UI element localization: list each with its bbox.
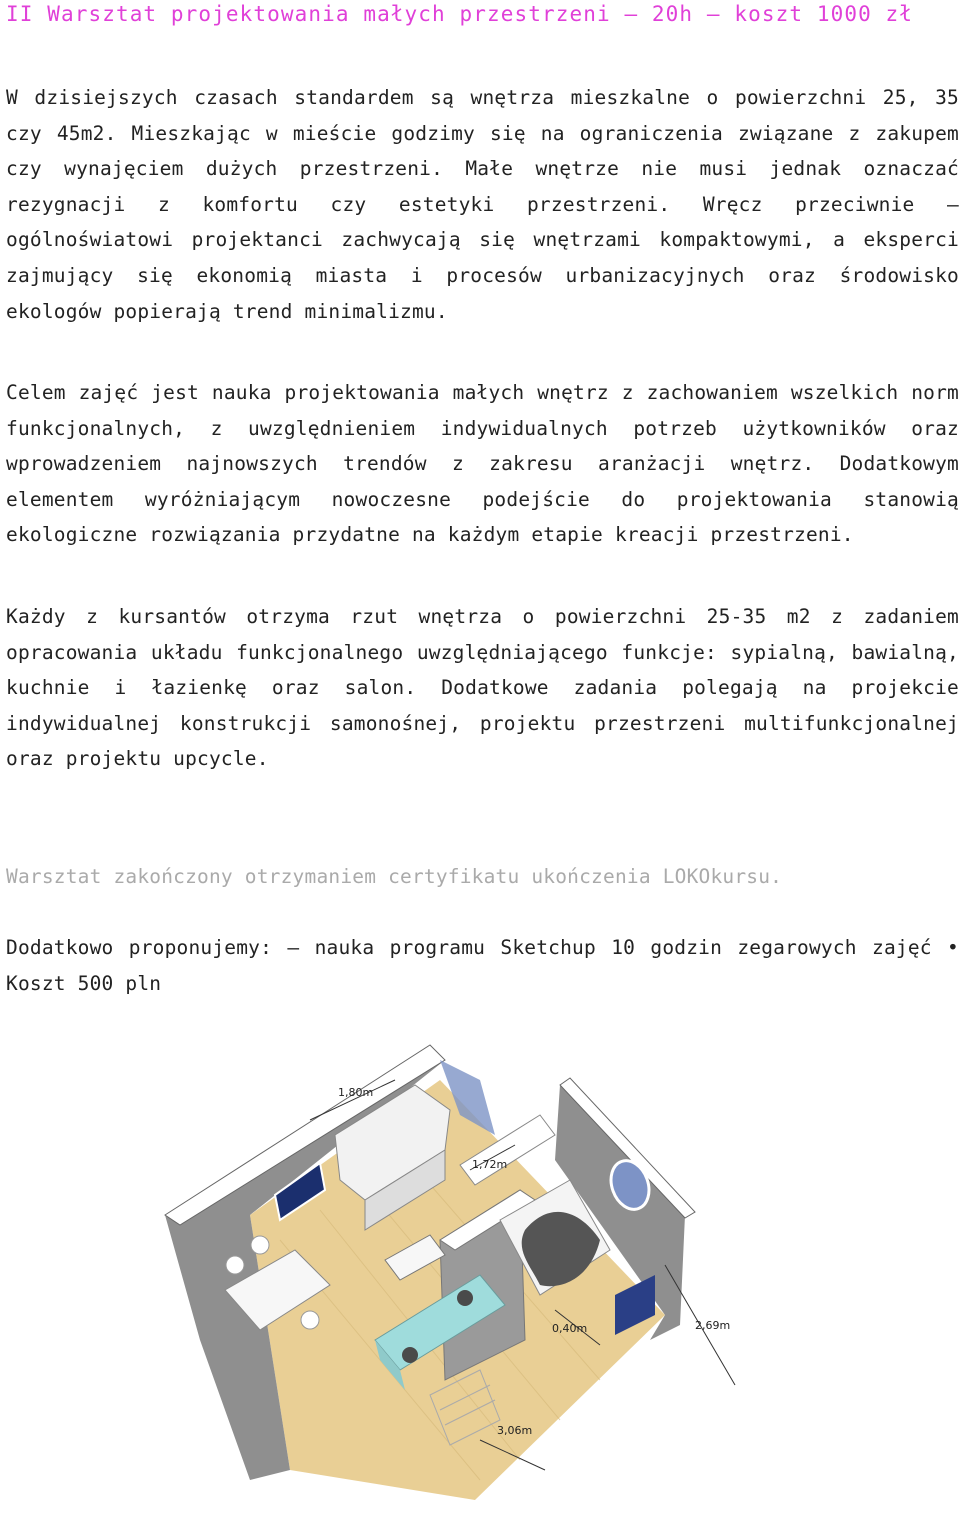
chair [301,1311,319,1329]
dimension-label: 2,69m [695,1319,731,1332]
dimension-label: 3,06m [497,1424,533,1437]
intro-paragraph: W dzisiejszych czasach standardem są wnętrza mieszkalne o powierzchni 25, 35 czy 45m2. Mieszkając w mieście godzimy się na ograniczenia związane z zakupem czy wynajęciem dużych przestrzeni. Małe wnętrze nie musi jednak oznaczać rezygnacji z komfortu czy estetyki przestrzeni. Wręcz przeciwnie – ogólnoświatowi projektanci zachwycają się wnętrzami kompaktowymi, a eksperci zajmujący się ekonomią miasta i procesów urbanizacyjnych oraz środowisko ekologów popierają trend minimalizmu. [6,86,959,323]
chair [251,1236,269,1254]
tasks-paragraph: Każdy z kursantów otrzyma rzut wnętrza o powierzchni 25-35 m2 z zadaniem opracowania układu funkcjonalnego uwzględniającego funkcje: sypialną, bawialną, kuchnie i łazienkę oraz salon. Dodatkowe zadania polegają na projekcie indywidualnej konstrukcji samonośnej, projektu przestrzeni multifunkcjonalnej oraz projektu upcycle. [6,605,959,771]
apartment-3d-plan-image [160,1040,731,1510]
chair [226,1256,244,1274]
certificate-note: Warsztat zakończony otrzymaniem certyfikatu ukończenia LOKOkursu. [6,865,783,888]
dimension-label: 1,80m [338,1086,374,1099]
goals-paragraph: Celem zajęć jest nauka projektowania małych wnętrz z zachowaniem wszelkich norm funkcjonalnych, z uwzględnieniem indywidualnych potrzeb użytkowników oraz wprowadzeniem najnowszych trendów z zakresu aranżacji wnętrz. Dodatkowym elementem wyróżniającym nowoczesne podejście do projektowania stanowią ekologiczne rozwiązania przydatne na każdym etapie kreacji przestrzeni. [6,381,959,547]
dimension-label: 1,72m [472,1158,508,1171]
extra-offer: Dodatkowo proponujemy: – nauka programu Sketchup 10 godzin zegarowych zajęć • Koszt 500 pln [6,936,959,995]
page-title: II Warsztat projektowania małych przestrzeni – 20h – koszt 1000 zł [6,2,914,26]
dimension-label: 0,40m [552,1322,588,1335]
